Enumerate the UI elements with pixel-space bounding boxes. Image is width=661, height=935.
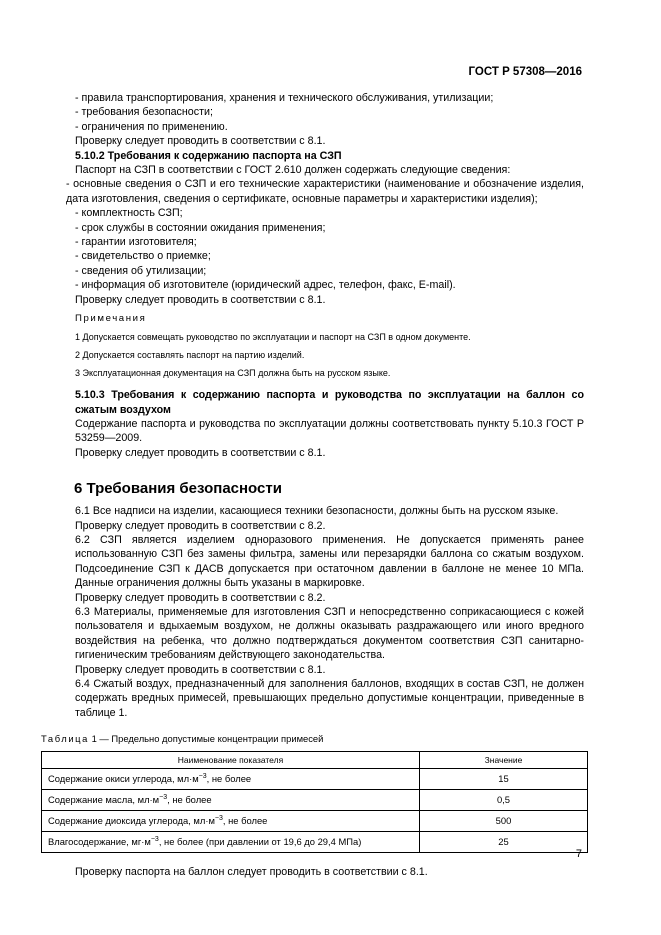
cell-text: Влагосодержание, мг·м [48,836,151,848]
table-cell: 15 [420,769,588,790]
table-caption [41,733,584,745]
section-5-10-3-title: 5.10.3 Требования к содержанию паспорта и руководства по эксплуатации на баллон со сжатым воздухом [75,389,584,416]
check-text: Проверку следует проводить в соответствии с 8.2. [75,519,326,532]
table-caption-text: 1 — Предельно допустимые концентрации примесей [88,733,324,745]
page-number: 7 [575,848,582,860]
list-item: - свидетельство о приемке; [75,250,211,263]
paragraph-6-3: 6.3 Материалы, применяемые для изготовления СЗП и непосредственно соприкасающиеся с кожей пользователя и вдыхаемым воздухом, не должны оказывать раздражающего или иного вредного воздействия на ребенка, что должно подтверждаться документом соответствия СЗП санитарно-гигиеническим требованиям действующего законодательства. [75,605,584,662]
cell-exponent: −3 [214,815,223,823]
notes-title: Примечания [75,313,147,325]
list-item: - комплектность СЗП; [75,207,183,220]
list-item: - информация об изготовителе (юридический адрес, телефон, факс, E-mail). [75,279,456,292]
list-item: - ограничения по применению. [75,120,228,133]
check-text: Проверку следует проводить в соответствии с 8.1. [75,446,326,459]
table-row [42,790,588,811]
paragraph-6-4: 6.4 Сжатый воздух, предназначенный для заполнения баллонов, входящих в состав СЗП, не должен содержать вредных примесей, превышающих предельно допустимые концентрации, приведенные в таблице 1. [75,678,584,719]
cell-text: , не более (при давлении от 19,6 до 29,4 МПа) [158,836,362,848]
table-cell [42,811,420,832]
paragraph-6-1: 6.1 Все надписи на изделии, касающиеся техники безопасности, должны быть на русском языке. [75,505,559,518]
note-item: 1 Допускается совмещать руководство по эксплуатации и паспорт на СЗП в одном документе. [75,332,471,343]
table-header: Значение [420,752,588,769]
final-check-text: Проверку паспорта на баллон следует проводить в соответствии с 8.1. [75,866,428,879]
note-item: 3 Эксплуатационная документация на СЗП должна быть на русском языке. [75,368,391,379]
cell-text: Содержание масла, мл·м [48,794,160,806]
list-item: - сведения об утилизации; [75,264,207,277]
list-item: - срок службы в состоянии ожидания применения; [75,221,326,234]
check-text: Проверку следует проводить в соответствии с 8.1. [75,135,326,148]
table-cell [42,769,420,790]
note-item: 2 Допускается составлять паспорт на партию изделий. [75,350,305,361]
table-cell [42,790,420,811]
list-item: - правила транспортирования, хранения и технического обслуживания, утилизации; [75,92,494,104]
table-cell: 500 [420,811,588,832]
cell-text: Содержание диоксида углерода, мл·м [48,815,215,827]
cell-text: , не более [206,773,252,785]
check-text: Проверку следует проводить в соответствии с 8.1. [75,293,326,306]
document-header: ГОСТ Р 57308—2016 [468,66,582,78]
table-row [42,769,588,790]
table-row [42,811,588,832]
section-6-title: 6 Требования безопасности [74,480,282,498]
cell-exponent: −3 [159,794,168,802]
table-header: Наименование показателя [42,752,420,769]
cell-exponent: −3 [198,773,207,781]
page-content [41,91,584,880]
check-text: Проверку следует проводить в соответствии с 8.2. [75,591,326,604]
cell-text: , не более [222,815,268,827]
section-5-10-3-text: Содержание паспорта и руководства по эксплуатации должны соответствовать пункту 5.10.3 ГОСТ Р 53259—2009. [75,417,584,445]
cell-exponent: −3 [150,836,159,844]
table-cell: 25 [420,832,588,853]
table-cell [42,832,420,853]
list-item: - требования безопасности; [75,106,213,119]
table-row [42,832,588,853]
check-text: Проверку следует проводить в соответствии с 8.1. [75,663,326,676]
table-header-row [42,752,588,769]
cell-text: , не более [167,794,212,806]
table-caption-prefix: Таблица [41,733,89,745]
list-item: - гарантии изготовителя; [75,236,197,249]
impurities-table [41,751,588,853]
cell-text: Содержание окиси углерода, мл·м [48,773,199,785]
paragraph-6-2: 6.2 СЗП является изделием одноразового применения. Не допускается применять ранее использованную СЗП без замены фильтра, замены или перезарядки баллона со сжатым воздухом. Подсоединение СЗП к ДАСВ допускается при остаточном давлении в баллоне не менее 10 МПа. Данные ограничения должны быть указаны в маркировке. [75,533,584,590]
section-5-10-2-intro: Паспорт на СЗП в соответствии с ГОСТ 2.610 должен содержать следующие сведения: [75,164,511,177]
section-5-10-2-title: 5.10.2 Требования к содержанию паспорта на СЗП [75,149,342,162]
list-item: - основные сведения о СЗП и его технические характеристики (наименование и обозначение изделия, дата изготовления, сведения о сертификате, основные параметры и характеристики изделия); [66,178,584,205]
table-cell: 0,5 [420,790,588,811]
